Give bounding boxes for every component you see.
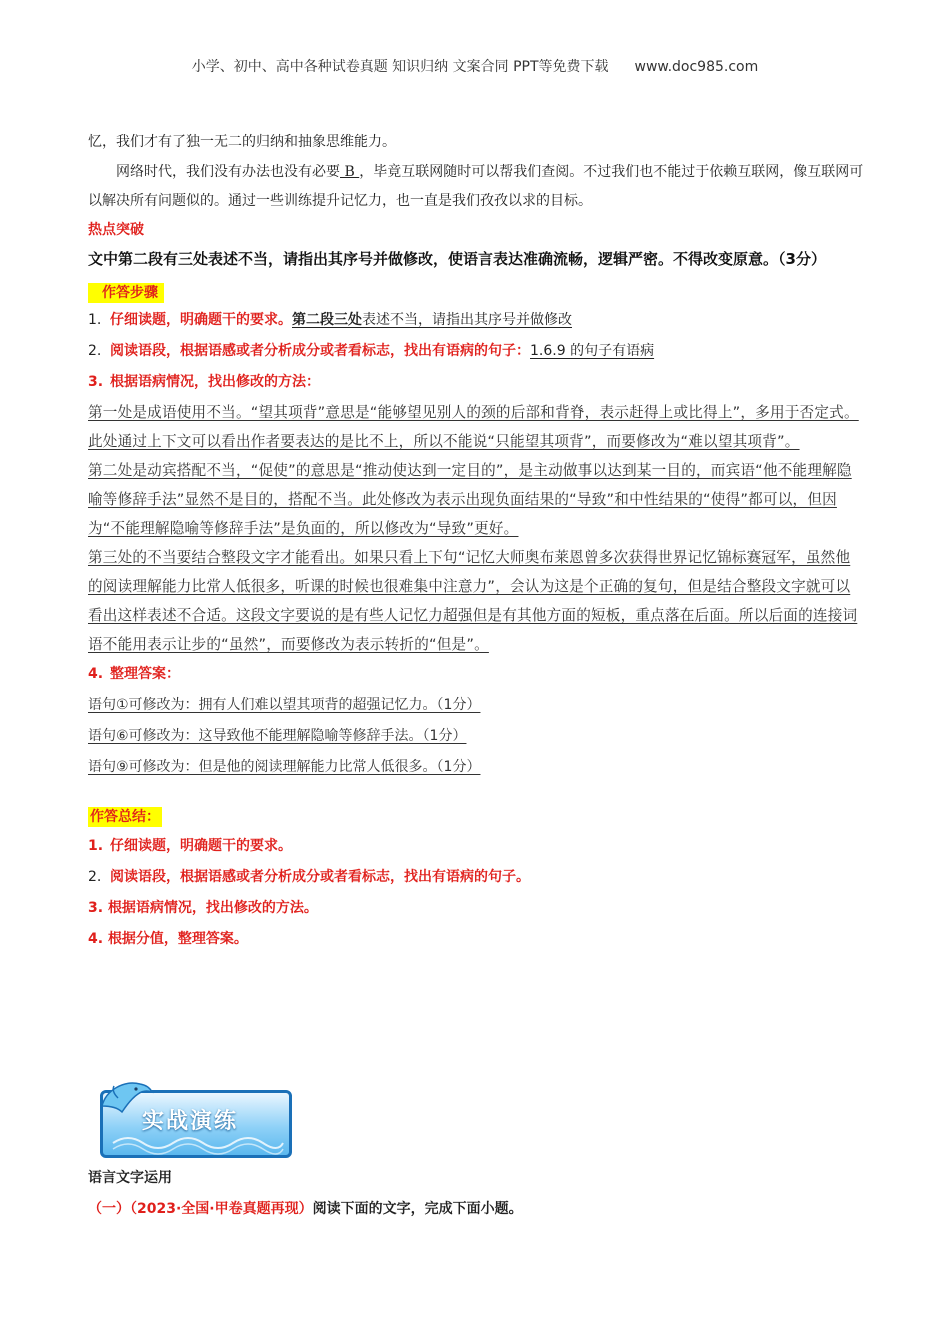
- reading-source: （一）（2023·全国·甲卷真题再现）: [88, 1201, 313, 1217]
- step-1: [88, 305, 864, 336]
- step-1-ul-rest: 表述不当，请指出其序号并做修改: [362, 312, 572, 328]
- summary-item-3: [88, 893, 864, 924]
- summary-title-row: [88, 801, 864, 831]
- main-content: [88, 128, 864, 955]
- answer-3-text: 语句⑨可修改为：但是他的阅读理解能力比常人低很多。（1分）: [88, 759, 481, 775]
- summary-item-1-text: 仔细读题，明确题干的要求。: [110, 838, 292, 854]
- step-2: [88, 336, 864, 367]
- summary-item-2-num: 2.: [88, 869, 102, 885]
- step-2-num: 2.: [88, 343, 102, 359]
- summary-item-1: [88, 831, 864, 862]
- page-header: [0, 56, 950, 76]
- step-2-bold: 阅读语段，根据语感或者分析成分或者看标志，找出有语病的句子：: [110, 343, 530, 359]
- step-4-bold: 整理答案：: [110, 666, 180, 682]
- practice-section: [88, 1164, 864, 1224]
- summary-item-3-num: 3.: [88, 900, 104, 916]
- header-text: 小学、初中、高中各种试卷真题 知识归纳 文案合同 PPT等免费下载: [191, 59, 609, 75]
- step-3-bold: 根据语病情况，找出修改的方法：: [110, 374, 320, 390]
- summary-item-4-num: 4.: [88, 931, 104, 947]
- summary-item-4-text: 根据分值，整理答案。: [107, 931, 248, 947]
- step-1-bold: 仔细读题，明确题干的要求。: [110, 312, 292, 328]
- question-text: 文中第二段有三处表述不当，请指出其序号并做修改，使语言表达准确流畅，逻辑严密。不得改变原意。（3分）: [88, 250, 826, 268]
- badge-label: 实战演练: [142, 1109, 239, 1134]
- answer-2: [88, 721, 864, 752]
- step-3-num: 3.: [88, 374, 104, 390]
- reading-instruction: [88, 1194, 864, 1224]
- answer-3: [88, 752, 864, 783]
- passage-paragraph-2: [88, 158, 864, 216]
- summary-item-2: [88, 862, 864, 893]
- step-4: [88, 659, 864, 690]
- passage-p2-before: 网络时代，我们没有办法也没有必要: [116, 164, 340, 180]
- hotspot-title: 热点突破: [88, 222, 144, 238]
- passage-p2-after: ，毕竟互联网随时可以帮我们查阅。不过我们也不能过于依赖互联网，像互联网可以解决所有问题似的。通过一些训练提升记忆力，也一直是我们孜孜以求的目标。: [88, 164, 864, 209]
- analysis-paragraph-3: 第三处的不当要结合整段文字才能看出。如果只看上下句“记忆大师奥布莱恩曾多次获得世界记忆锦标赛冠军，虽然他的阅读理解能力比常人低很多，听课的时候也很难集中注意力”，会认为这是个正确的复句，但是结合整段文字就可以看出这样表述不合适。这段文字要说的是有些人记忆力超强但是有其他方面的短板，重点落在后面。所以后面的连接词语不能用表示让步的“虽然”，而要修改为表示转折的“但是”。: [88, 549, 858, 653]
- step-4-num: 4.: [88, 666, 104, 682]
- answer-2-text: 语句⑥可修改为：这导致他不能理解隐喻等修辞手法。（1分）: [88, 728, 467, 744]
- passage-blank-answer: B: [340, 164, 360, 180]
- summary-item-4: [88, 924, 864, 955]
- summary-item-3-text: 根据语病情况，找出修改的方法。: [107, 900, 318, 916]
- analysis-paragraph-2: 第二处是动宾搭配不当，“促使”的意思是“推动使达到一定目的”，是主动做事以达到某一目的，而宾语“他不能理解隐喻等修辞手法”显然不是目的，搭配不当。此处修改为表示出现负面结果的“导致”和中性结果的“使得”都可以，但因为“不能理解隐喻等修辞手法”是负面的，所以修改为“导致”更好。: [88, 462, 852, 537]
- summary-item-1-num: 1.: [88, 838, 104, 854]
- step-2-underlined: 1.6.9 的句子有语病: [530, 343, 655, 359]
- section-title: 语言文字运用: [88, 1170, 172, 1186]
- header-site-link[interactable]: www.doc985.com: [634, 59, 759, 75]
- summary-title: 作答总结：: [90, 809, 160, 825]
- step-1-underlined: [292, 312, 572, 328]
- analysis-paragraph-1: 第一处是成语使用不当。“望其项背”意思是“能够望见别人的颈的后部和背脊，表示赶得上或比得上”，多用于否定式。此处通过上下文可以看出作者要表达的是比不上，所以不能说“只能望其项背”，而要修改为“难以望其项背”。: [88, 404, 859, 450]
- passage-line-1: 忆，我们才有了独一无二的归纳和抽象思维能力。: [88, 134, 396, 150]
- practice-badge: [96, 1076, 292, 1158]
- reading-text: 阅读下面的文字，完成下面小题。: [312, 1201, 523, 1217]
- answer-1-text: 语句①可修改为：拥有人们难以望其项背的超强记忆力。（1分）: [88, 697, 481, 713]
- summary-item-2-text: 阅读语段，根据语感或者分析成分或者看标志，找出有语病的句子。: [110, 869, 530, 885]
- step-1-ul-bold: 第二段三处: [292, 312, 362, 328]
- steps-title: 作答步骤: [88, 283, 164, 303]
- analysis-block: [88, 398, 864, 659]
- answer-1: [88, 690, 864, 721]
- steps-title-row: [88, 279, 864, 305]
- step-3: [88, 367, 864, 398]
- step-1-num: 1.: [88, 312, 102, 328]
